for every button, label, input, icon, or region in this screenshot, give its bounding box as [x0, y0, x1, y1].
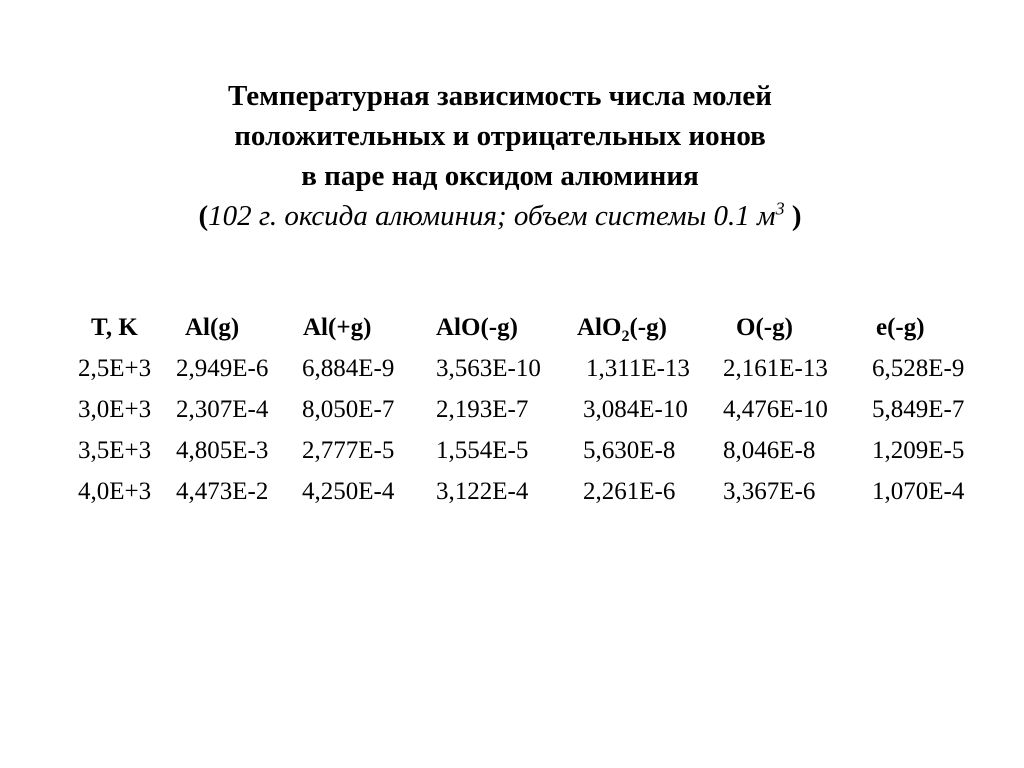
table-cell: 6,528E-9	[872, 355, 965, 382]
table-cell: 5,849E-7	[872, 396, 965, 423]
table-cell: 2,949E-6	[176, 355, 269, 382]
table-row	[0, 389, 1024, 430]
header-o-minus: O(-g)	[736, 314, 793, 341]
data-table	[0, 307, 1024, 512]
table-cell: 6,884E-9	[302, 355, 395, 382]
table-row	[0, 471, 1024, 512]
header-temperature: T, K	[91, 314, 138, 341]
table-row	[0, 348, 1024, 389]
table-cell: 4,250E-4	[302, 478, 395, 505]
table-cell: 3,0E+3	[78, 396, 152, 423]
title-line-3: в паре над оксидом алюминия	[301, 160, 699, 192]
table-cell: 4,0E+3	[78, 478, 152, 505]
table-cell: 4,805E-3	[176, 437, 269, 464]
table-cell: 1,209E-5	[872, 437, 965, 464]
subtitle-close-paren: )	[784, 200, 802, 232]
page-title	[0, 76, 1000, 196]
header-electron: e(-g)	[876, 314, 925, 341]
table-cell: 3,5E+3	[78, 437, 152, 464]
table-row	[0, 430, 1024, 471]
table-cell: 1,311E-13	[586, 355, 690, 382]
header-alo2-base: AlO	[577, 314, 622, 341]
table-cell: 2,161E-13	[723, 355, 828, 382]
table-cell: 4,473E-2	[176, 478, 269, 505]
subtitle-text: 102 г. оксида алюминия; объем системы 0.1 м	[208, 200, 776, 232]
subtitle-open-paren: (	[198, 200, 209, 232]
table-cell: 8,050E-7	[302, 396, 395, 423]
table-cell: 2,261E-6	[583, 478, 676, 505]
table-cell: 3,367E-6	[723, 478, 816, 505]
header-alo-minus: AlO(-g)	[436, 314, 518, 341]
subtitle-superscript: 3	[775, 198, 785, 219]
table-cell: 2,777E-5	[302, 437, 395, 464]
title-line-1: Температурная зависимость числа молей	[228, 80, 772, 112]
title-line-2: положительных и отрицательных ионов	[234, 120, 766, 152]
table-cell: 2,193E-7	[436, 396, 529, 423]
table-cell: 2,307E-4	[176, 396, 269, 423]
table-cell: 4,476E-10	[723, 396, 828, 423]
table-cell: 8,046E-8	[723, 437, 816, 464]
header-alo2-subscript: 2	[621, 328, 630, 345]
header-alo2-suffix: (-g)	[629, 314, 667, 341]
table-header-row	[0, 307, 1024, 348]
header-al-plus: Al(+g)	[303, 314, 372, 341]
table-cell: 2,5E+3	[78, 355, 152, 382]
header-al: Al(g)	[185, 314, 240, 341]
header-alo2-minus	[577, 307, 667, 348]
table-cell: 3,084E-10	[583, 396, 688, 423]
subtitle	[0, 196, 1000, 236]
table-cell: 5,630E-8	[583, 437, 676, 464]
table-cell: 1,070E-4	[872, 478, 965, 505]
table-cell: 3,122E-4	[436, 478, 529, 505]
table-cell: 3,563E-10	[436, 355, 541, 382]
table-cell: 1,554E-5	[436, 437, 529, 464]
